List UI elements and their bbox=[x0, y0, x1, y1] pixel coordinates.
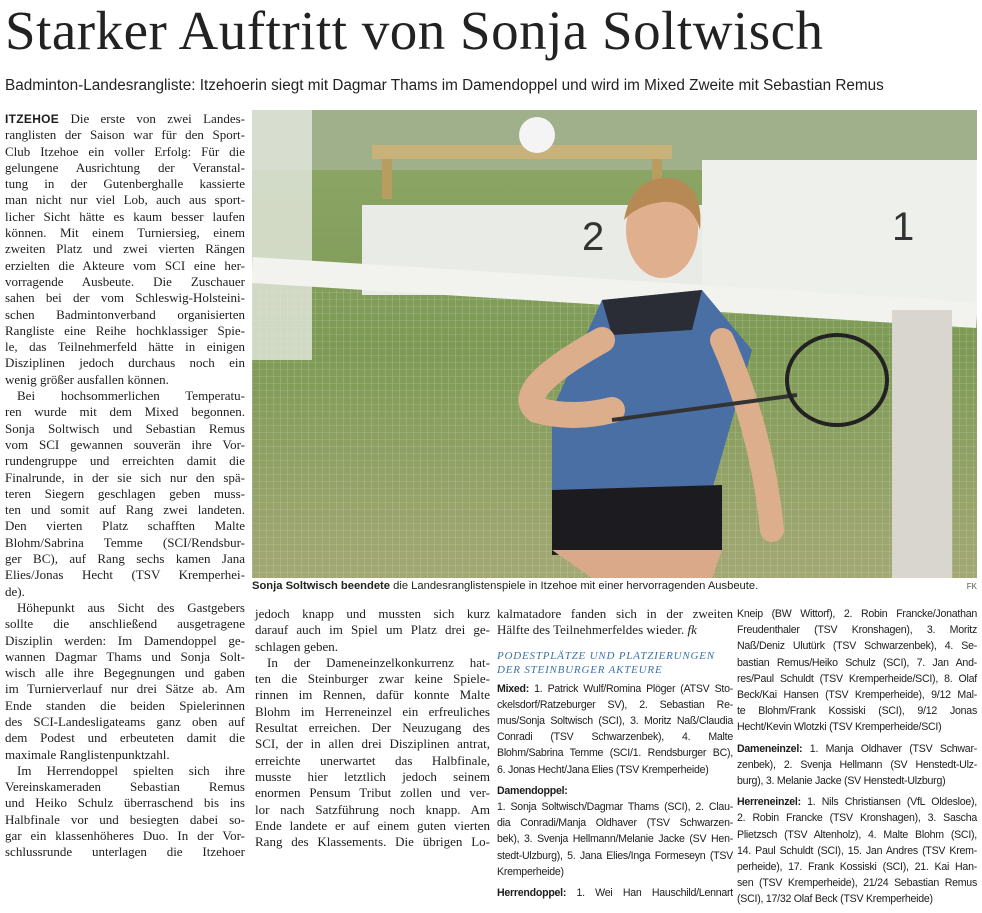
result-text: 6. Jonas Hecht/Jana Elies (TSV Kremperheide) bbox=[497, 763, 709, 776]
line-text: Blohm im Herreneinzel ein erfreuliches bbox=[255, 703, 490, 719]
result-line bbox=[497, 762, 733, 778]
text-line bbox=[5, 209, 245, 225]
line-text: de). bbox=[5, 583, 25, 599]
line-text: vorragende Ausbeute. Die Zuschauer bbox=[5, 273, 245, 289]
result-text: Blohm/Sabrina Temme (SCI/1. Rendsburger BC), bbox=[497, 747, 733, 760]
text-line bbox=[5, 633, 245, 649]
results-box-part-2 bbox=[737, 606, 977, 908]
result-entry bbox=[737, 794, 977, 907]
text-line bbox=[255, 769, 490, 785]
text-line bbox=[5, 681, 245, 697]
svg-text:1: 1 bbox=[892, 205, 915, 249]
line-text: erzielten die Akteure vom SCI eine her- bbox=[5, 257, 245, 273]
result-line bbox=[497, 864, 733, 880]
text-line bbox=[255, 785, 490, 801]
article-paragraph bbox=[5, 111, 245, 388]
result-text: (SCI), 17/32 Olaf Beck (TSV Kremperheide) bbox=[737, 893, 933, 906]
article-paragraph bbox=[5, 388, 245, 600]
line-text: schlagen geben. bbox=[255, 638, 339, 654]
text-line bbox=[5, 225, 245, 241]
result-line bbox=[497, 681, 733, 697]
text-line bbox=[5, 176, 245, 192]
text-line bbox=[255, 606, 490, 622]
entry-label-line bbox=[497, 783, 733, 799]
result-text: stedt-Ulzburg), 5. Jana Elies/Inga Formeseyn (TSV bbox=[497, 849, 733, 862]
subtitle: Badminton-Landesrangliste: Itzehoerin siegt mit Dagmar Thams im Damendoppel und wird im Mixed Zweite mit Sebastian Remus bbox=[5, 77, 884, 94]
text-line bbox=[5, 502, 245, 518]
line-text: Sonja Soltwisch und Sebastian Remus bbox=[5, 420, 245, 436]
result-entry bbox=[497, 885, 733, 901]
text-line bbox=[5, 339, 245, 355]
text-line bbox=[255, 818, 490, 834]
article-column-3 bbox=[497, 606, 733, 906]
result-text: zenbek), 2. Svenja Hellmann (SV Henstedt-Ulz- bbox=[737, 758, 977, 771]
results-box bbox=[497, 649, 733, 902]
text-line bbox=[5, 844, 245, 860]
line-text: Den vierten Platz schafften Malte bbox=[5, 518, 245, 534]
result-text: 14. Paul Schuldt (SCI), 15. Jan Andres (TSV Krem- bbox=[737, 844, 977, 857]
entry-label: Dameneinzel: bbox=[737, 742, 803, 755]
result-line bbox=[497, 745, 733, 761]
text-line bbox=[5, 388, 245, 404]
text-line bbox=[5, 665, 245, 681]
text-line bbox=[255, 639, 490, 655]
line-text: können. Mit einem Turniersieg, einem bbox=[5, 225, 245, 241]
line-text: jedoch knapp und mussten sich kurz bbox=[255, 606, 490, 621]
results-box-continued bbox=[737, 606, 977, 913]
line-text: und Heiko Schulz überraschend bis ins bbox=[5, 795, 245, 811]
line-text: Elies/Jonas Hecht (TSV Kremperhei- bbox=[5, 567, 245, 583]
result-entry bbox=[497, 783, 733, 880]
result-text: Plietzsch (TSV Altenholz), 4. Malte Blohm (SCI), bbox=[737, 828, 977, 841]
line-text: Vereinskameraden Sebastian Remus bbox=[5, 779, 245, 795]
line-text: darauf auch im Spiel um Platz drei ge- bbox=[255, 622, 490, 638]
line-text: ten die Steinburger zwar keine Spiele- bbox=[255, 671, 490, 687]
line-text: musste hier letztlich jedoch seinem bbox=[255, 768, 490, 784]
line-text: Disziplin werden: Im Damendoppel ge- bbox=[5, 632, 245, 648]
result-text: te Blohm/Frank Kossiski (SCI), 9/12 Jonas bbox=[737, 705, 977, 718]
line-text: Im Herrendoppel spielten sich ihre bbox=[17, 762, 245, 778]
article-photo bbox=[252, 110, 977, 578]
text-line bbox=[5, 714, 245, 730]
text-line bbox=[255, 753, 490, 769]
headline: Starker Auftritt von Sonja Soltwisch bbox=[5, 0, 824, 61]
text-line bbox=[255, 802, 490, 818]
text-line bbox=[255, 704, 490, 720]
result-entry bbox=[497, 681, 733, 778]
photo-credit: FK bbox=[966, 582, 977, 591]
text-line bbox=[5, 551, 245, 567]
result-text: sen (TSV Kremperheide), 21/24 Sebastian Remus bbox=[737, 877, 977, 890]
line-text: Hälfte des Teilnehmerfeldes wieder. bbox=[497, 622, 688, 638]
result-text: perheide), 17. Frank Kossiski (SCI), 21. Kai Han- bbox=[737, 861, 977, 874]
line-text: Rangliste eine Reihe hochklassiger Spie- bbox=[5, 322, 245, 338]
text-line bbox=[5, 649, 245, 665]
result-line bbox=[737, 827, 977, 843]
line-text: le, das Teilnehmerfeld hätte in einigen bbox=[5, 339, 245, 355]
text-line bbox=[5, 404, 245, 420]
result-line bbox=[737, 875, 977, 891]
line-text: Rang des Klassements. Die übrigen Lo- bbox=[255, 834, 490, 850]
text-line bbox=[5, 470, 245, 486]
result-text: Kremperheide) bbox=[497, 865, 564, 878]
result-line bbox=[737, 810, 977, 826]
result-text: 1. Manja Oldhaver (TSV Schwar- bbox=[802, 742, 977, 755]
line-text: des SCI-Landesligateams ganz oben auf bbox=[5, 713, 245, 729]
line-text: teren Siegern geschlagen geben muss- bbox=[5, 485, 245, 501]
line-text: dem Podest und erbeuteten damit die bbox=[5, 730, 245, 746]
line-text: Höhepunkt aus Sicht des Gastgebers bbox=[17, 599, 245, 615]
line-text: ten und somit auf Rang zwei landeten. bbox=[5, 502, 245, 518]
line-text: rinnen im Rennen, dafür konnte Malte bbox=[255, 687, 490, 703]
caption-text: die Landesranglistenspiele in Itzehoe mit einer hervorragenden Ausbeute. bbox=[390, 580, 759, 592]
result-text: 2. Robin Francke (TSV Kronshagen), 3. Sascha bbox=[737, 812, 977, 825]
line-text: tung in der Gutenberghalle kassierte bbox=[5, 176, 245, 192]
entry-label: Herrendoppel: bbox=[497, 887, 567, 900]
result-text: Beck/Kai Hansen (TSV Kremperheide), 9/12 Mal- bbox=[737, 689, 977, 702]
author-signature: fk bbox=[687, 622, 697, 638]
line-text: Disziplinen jedoch durchaus noch ein bbox=[5, 355, 245, 371]
text-line bbox=[5, 795, 245, 811]
line-text: Bei hochsommerlichen Temperatu- bbox=[17, 388, 245, 404]
dateline: ITZEHOE bbox=[5, 112, 60, 126]
text-line bbox=[497, 622, 733, 638]
line-text: Ende landete er auf einem guten vierten bbox=[255, 817, 490, 833]
result-line bbox=[737, 741, 977, 757]
result-text: Hecht/Kevin Wlotzki (TSV Kremperheide/SCI) bbox=[737, 721, 942, 734]
result-text: bastian Remus/Heiko Schulz (SCI), 7. Jan And- bbox=[737, 656, 977, 669]
line-text: ren wurde mit dem Mixed begonnen. bbox=[5, 404, 245, 420]
badminton-player-photo bbox=[252, 110, 977, 578]
text-line bbox=[5, 616, 245, 632]
text-line bbox=[5, 828, 245, 844]
text-line bbox=[5, 535, 245, 551]
text-line bbox=[255, 834, 490, 850]
line-text: lor nach Satzführung noch knapp. Am bbox=[255, 801, 490, 817]
result-text: Conradi (TSV Schwarzenbek), 4. Malte bbox=[497, 731, 733, 744]
line-text: Die erste von zwei Landes- bbox=[59, 111, 245, 126]
text-line bbox=[5, 600, 245, 616]
line-text: schlussrunde unterlagen die Itzehoer bbox=[5, 844, 245, 860]
result-text: 1. Patrick Wulf/Romina Plöger (ATSV Sto- bbox=[529, 682, 733, 695]
line-text: sollte die anschließend ausgetragene bbox=[5, 616, 245, 632]
result-line bbox=[737, 843, 977, 859]
line-text: kalmatadore fanden sich in der zweiten bbox=[497, 606, 733, 621]
line-text: sahen bei der vom Schleswig-Holsteini- bbox=[5, 290, 245, 306]
line-text: gar ein klassenhöheres Duo. In der Vor- bbox=[5, 828, 245, 844]
text-line bbox=[5, 307, 245, 323]
text-line bbox=[5, 779, 245, 795]
text-line bbox=[5, 144, 245, 160]
line-text: Halbfinale vor und besiegten dabei so- bbox=[5, 811, 245, 827]
text-line bbox=[255, 622, 490, 638]
result-line bbox=[497, 885, 733, 901]
text-line bbox=[5, 486, 245, 502]
result-line bbox=[737, 757, 977, 773]
result-line bbox=[737, 719, 977, 735]
result-text: res/Paul Schuldt (TSV Kremperheide/SCI), 8. Olaf bbox=[737, 672, 977, 685]
text-line bbox=[5, 192, 245, 208]
svg-text:2: 2 bbox=[582, 215, 605, 259]
text-line bbox=[5, 747, 245, 763]
line-text: ger BC), auf Rang sechs kamen Jana bbox=[5, 551, 245, 567]
result-line bbox=[737, 773, 977, 789]
article-paragraph bbox=[255, 606, 490, 655]
text-line bbox=[5, 437, 245, 453]
line-text: wannen Dagmar Thams und Sonja Solt- bbox=[5, 648, 245, 664]
result-line bbox=[737, 655, 977, 671]
article-paragraph bbox=[497, 606, 733, 639]
line-text: ranglisten der Saison war für den Sport- bbox=[5, 127, 245, 143]
text-line bbox=[5, 584, 245, 600]
text-line bbox=[255, 687, 490, 703]
text-line bbox=[5, 453, 245, 469]
line-text: SCI, der in allen drei Disziplinen antrat, bbox=[255, 736, 490, 752]
heading-line: DER STEINBURGER AKTEURE bbox=[497, 663, 663, 676]
line-text: In der Dameneinzelkonkurrenz hat- bbox=[267, 654, 490, 670]
result-text: Freudenthaler (TSV Kronshagen), 3. Moritz bbox=[737, 624, 977, 637]
text-line bbox=[255, 720, 490, 736]
result-line bbox=[737, 622, 977, 638]
text-line bbox=[255, 736, 490, 752]
text-line bbox=[255, 655, 490, 671]
line-text: wisch alle ihre Begegnungen und gaben bbox=[5, 665, 245, 681]
text-line bbox=[497, 606, 733, 622]
article-paragraph bbox=[5, 600, 245, 763]
photo-caption bbox=[252, 580, 977, 592]
entry-label: Mixed: bbox=[497, 682, 530, 695]
line-text: im Turnierverlauf nur drei Sätze ab. Am bbox=[5, 681, 245, 697]
article-paragraph bbox=[5, 763, 245, 861]
text-line bbox=[5, 567, 245, 583]
line-text: wenig größer ausfallen können. bbox=[5, 371, 169, 387]
caption-bold: Sonja Soltwisch beendete bbox=[252, 580, 391, 592]
line-text: maximale Ranglistenpunktzahl. bbox=[5, 746, 170, 762]
results-box-heading bbox=[497, 649, 733, 677]
result-line bbox=[497, 729, 733, 745]
result-line bbox=[497, 848, 733, 864]
line-text: Blohm/Sabrina Temme (SCI/Rendsbur- bbox=[5, 534, 245, 550]
result-entry bbox=[737, 606, 977, 736]
result-line bbox=[497, 831, 733, 847]
result-text: burg), 3. Melanie Jacke (SV Henstedt-Ulzburg) bbox=[737, 775, 946, 788]
text-line bbox=[5, 421, 245, 437]
result-entry bbox=[737, 741, 977, 790]
text-line bbox=[5, 241, 245, 257]
result-text: 1. Sonja Soltwisch/Dagmar Thams (SCI), 2. Clau- bbox=[497, 801, 733, 814]
result-text: 1. Nils Christiansen (VfL Oldesloe), bbox=[800, 796, 977, 809]
line-text: Ende standen die beiden Spielerinnen bbox=[5, 697, 245, 713]
result-line bbox=[737, 703, 977, 719]
text-line bbox=[5, 258, 245, 274]
result-text: bek), 3. Svenja Hellmann/Melanie Jacke (SV Hen- bbox=[497, 833, 733, 846]
line-text: man nicht nur viel Lob, auch aus sport- bbox=[5, 192, 245, 208]
entry-label: Damendoppel: bbox=[497, 784, 568, 797]
heading-line: PODESTPLÄTZE UND PLATZIERUNGEN bbox=[497, 649, 715, 662]
result-text: dia Conradi/Manja Oldhaver (TSV Schwarzen- bbox=[497, 817, 733, 830]
result-line bbox=[497, 713, 733, 729]
line-text: schen Badmintonverband organisierten bbox=[5, 306, 245, 322]
result-line bbox=[737, 638, 977, 654]
result-line bbox=[737, 859, 977, 875]
text-line bbox=[255, 671, 490, 687]
text-line bbox=[5, 323, 245, 339]
line-text: licher Sicht hätte es kaum besser laufen bbox=[5, 208, 245, 224]
result-line bbox=[737, 687, 977, 703]
text-line bbox=[5, 290, 245, 306]
result-line bbox=[737, 794, 977, 810]
line-text: enormen Pensum Tribut zollen und ver- bbox=[255, 785, 490, 801]
result-text: Kneip (BW Wittorf), 2. Robin Francke/Jonathan bbox=[737, 608, 977, 620]
line-text: gelungene Ausrichtung der Veranstal- bbox=[5, 159, 245, 175]
line-text: vom SCI gewannen souverän ihre Vor- bbox=[5, 436, 245, 452]
article-paragraph bbox=[255, 655, 490, 851]
text-line bbox=[5, 355, 245, 371]
result-text: 1. Wei Han Hauschild/Lennart bbox=[566, 887, 733, 900]
text-line bbox=[5, 160, 245, 176]
text-line bbox=[5, 518, 245, 534]
line-text: zweiten Platz und zwei vierten Rängen bbox=[5, 241, 245, 257]
result-text: mus/Sonja Soltwisch (SCI), 3. Moritz Naß/Claudia bbox=[497, 715, 733, 727]
line-text: Finalrunde, in der sie sich nur den spä- bbox=[5, 469, 245, 485]
text-line bbox=[5, 274, 245, 290]
result-line bbox=[737, 891, 977, 907]
text-line bbox=[5, 730, 245, 746]
line-text: erreichte unerwartet das Halbfinale, bbox=[255, 752, 490, 768]
text-line bbox=[5, 812, 245, 828]
result-line bbox=[497, 815, 733, 831]
result-text: Naß/Deniz Ulutürk (TSV Schwarzenbek), 4. Se- bbox=[737, 640, 977, 653]
text-line bbox=[5, 698, 245, 714]
article-column-1 bbox=[5, 111, 245, 861]
line-text: Resultat erreichen. Der Neuzugang des bbox=[255, 720, 490, 736]
result-line bbox=[737, 606, 977, 622]
text-line bbox=[5, 111, 245, 127]
text-line bbox=[5, 372, 245, 388]
entry-label: Herreneinzel: bbox=[737, 796, 801, 809]
text-line bbox=[5, 127, 245, 143]
line-text: rundengruppe und erreichten damit die bbox=[5, 453, 245, 469]
result-line bbox=[497, 799, 733, 815]
result-line bbox=[497, 697, 733, 713]
result-line bbox=[737, 671, 977, 687]
text-line bbox=[5, 763, 245, 779]
line-text: Club Itzehoe ein voller Erfolg: Für die bbox=[5, 143, 245, 159]
article-column-2 bbox=[255, 606, 490, 850]
result-text: ckelsdorf/Ratzeburger SV), 2. Sebastian Re- bbox=[497, 698, 733, 711]
